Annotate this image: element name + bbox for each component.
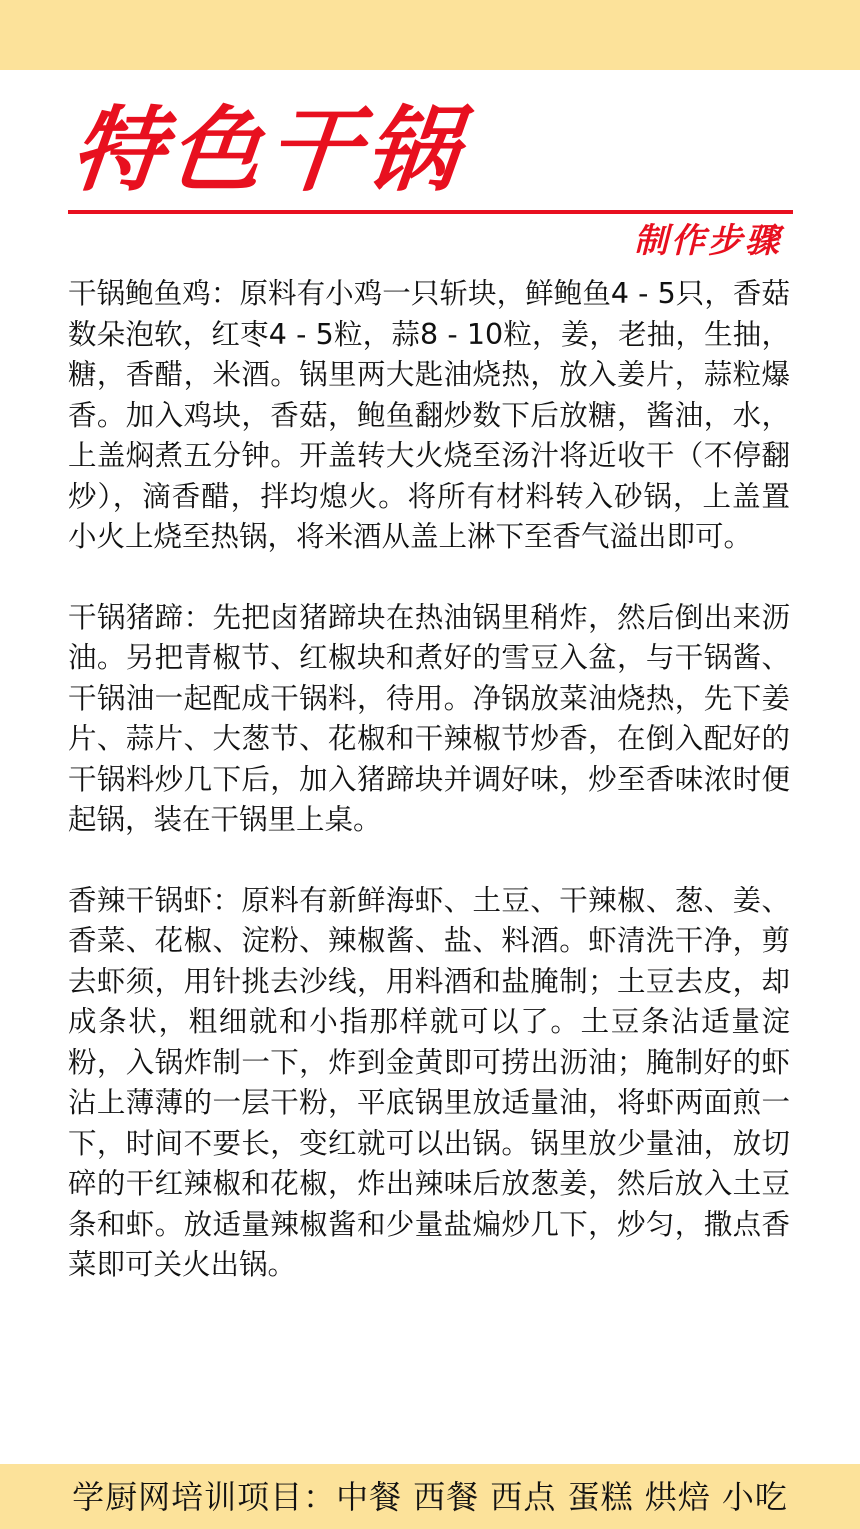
page-subtitle: 制作步骤	[634, 221, 782, 261]
page-title: 特色干锅	[66, 97, 470, 204]
title-divider	[68, 210, 793, 214]
footer-band	[0, 1464, 860, 1529]
recipe-paragraph-pork-trotter: 干锅猪蹄：先把卤猪蹄块在热油锅里稍炸，然后倒出来沥油。另把青椒节、红椒块和煮好的雪豆入盆，与干锅酱、干锅油一起配成干锅料，待用。净锅放菜油烧热，先下姜片、蒜片、大葱节、花椒和干辣椒节炒香，在倒入配好的干锅料炒几下后，加入猪蹄块并调好味，炒至香味浓时便起锅，装在干锅里上桌。	[68, 600, 790, 836]
recipe-paragraph-spicy-shrimp: 香辣干锅虾：原料有新鲜海虾、土豆、干辣椒、葱、姜、香菜、花椒、淀粉、辣椒酱、盐、料酒。虾清洗干净，剪去虾须，用针挑去沙线，用料酒和盐腌制；土豆去皮，却成条状，粗细就和小指那样就可以了。土豆条沾适量淀粉，入锅炸制一下，炸到金黄即可捞出沥油；腌制好的虾沾上薄薄的一层干粉，平底锅里放适量油，将虾两面煎一下，时间不要长，变红就可以出锅。锅里放少量油，放切碎的干红辣椒和花椒，炸出辣味后放葱姜，然后放入土豆条和虾。放适量辣椒酱和少量盐煸炒几下，炒匀，撒点香菜即可关火出锅。	[68, 883, 790, 1281]
top-band	[0, 0, 860, 70]
recipe-paragraph-abalone-chicken: 干锅鲍鱼鸡：原料有小鸡一只斩块，鲜鲍鱼4 - 5只，香菇数朵泡软，红枣4 - 5粒，蒜8 - 10粒，姜，老抽，生抽，糖，香醋，米酒。锅里两大匙油烧热，放入姜片，蒜粒爆香。加入鸡块，香菇，鲍鱼翻炒数下后放糖，酱油，水，上盖焖煮五分钟。开盖转大火烧至汤汁将近收干（不停翻炒），滴香醋，拌均熄火。将所有材料转入砂锅，上盖置小火上烧至热锅，将米酒从盖上淋下至香气溢出即可。	[68, 277, 790, 553]
footer-text: 学厨网培训项目：中餐 西餐 西点 蛋糕 烘焙 小吃	[72, 1477, 788, 1516]
recipe-body	[68, 274, 790, 1286]
